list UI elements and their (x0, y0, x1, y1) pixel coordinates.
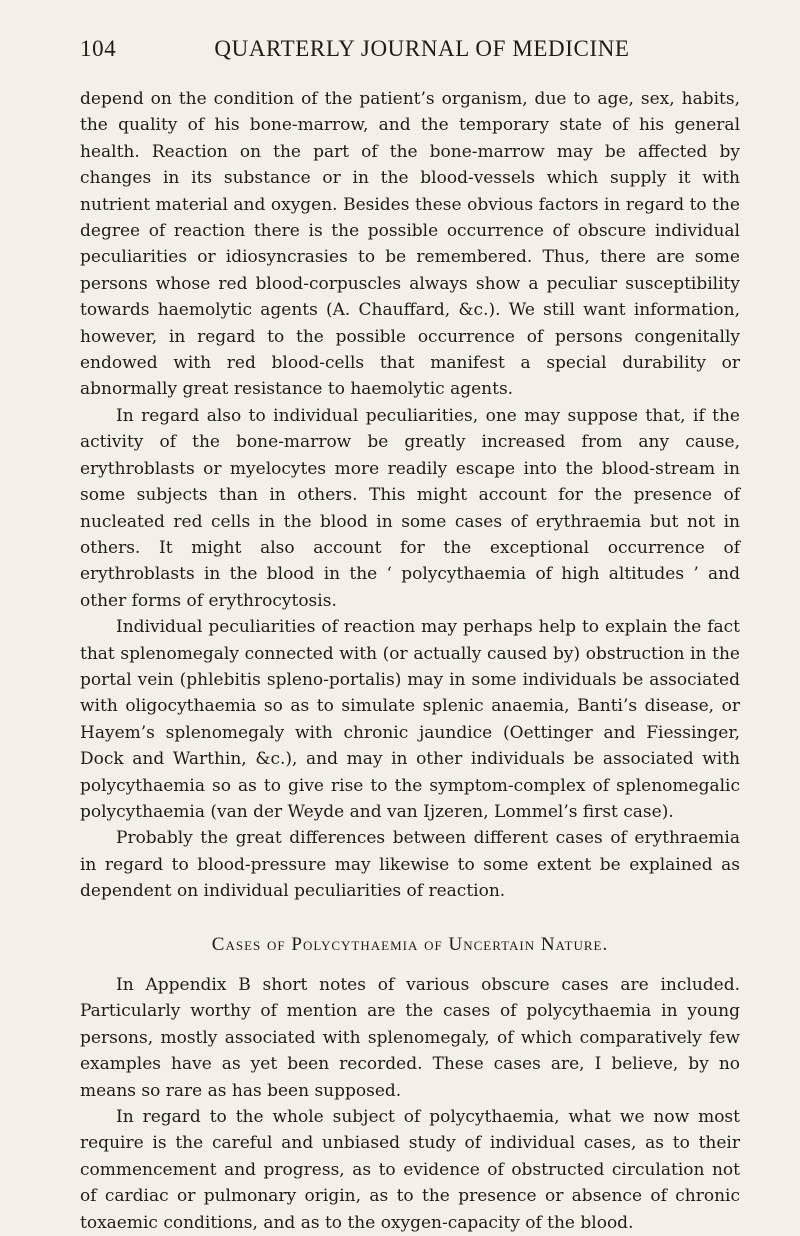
journal-page (80, 36, 740, 1236)
running-head (80, 36, 740, 72)
paragraph-conclusion: In regard to the whole subject of polycythaemia, what we now most require is the careful and unbiased study of individual cases, as to their commencement and progress, as to evidence of obstructed circulation not of cardiac or pulmonary origin, as to the presence or absence of chronic toxaemic conditions, and as to the oxygen-capacity of the blood. (80, 1107, 740, 1233)
article-body (80, 86, 740, 1236)
paragraph-individual-peculiarities: In regard also to individual peculiarities, one may suppose that, if the activity of the bone-marrow be greatly increased from any cause, erythroblasts or myelocytes more readily escape into the blood-stream in some subjects than in others. This might account for the presence of nucleated red cells in the blood in some cases of erythraemia but not in others. It might also account for the exceptional occurrence of erythroblasts in the blood in the ‘ polycythaemia of high altitudes ’ and other forms of erythrocytosis. (80, 405, 740, 611)
paragraph-splenomegaly: Individual peculiarities of reaction may perhaps help to explain the fact that splenomegaly connected with (or actually caused by) obstruction in the portal vein (phlebitis spleno-portalis) may in some individuals be associated with oligocythaemia so as to simulate splenic anaemia, Banti’s disease, or Hayem’s splenomegaly with chronic jaundice (Oettinger and Fiessinger, Dock and Warthin, &c.), and may in other individuals be associated with polycythaemia so as to give rise to the symptom-complex of splenomegalic polycythaemia (van der Weyde and van Ijzeren, Lommel’s first case). (80, 617, 740, 822)
paragraph-appendix-b: In Appendix B short notes of various obscure cases are included. Particularly worthy of mention are the cases of polycythaemia in young persons, mostly associated with splenomegaly, of which comparatively few examples have as yet been recorded. These cases are, I believe, by no means so rare as has been supposed. (80, 975, 740, 1101)
paragraph-blood-pressure: Probably the great differences between different cases of erythraemia in regard to blood-pressure may likewise to some extent be explained as dependent on individual peculiarities of reaction. (80, 828, 740, 902)
page-number: 104 (80, 36, 117, 61)
paragraph-continuation: depend on the condition of the patient’s organism, due to age, sex, habits, the quality of his bone-marrow, and the temporary state of his general health. Reaction on the part of the bone-marrow may be affected by changes in its substance or in the blood-vessels which supply it with nutrient material and oxygen. Besides these obvious factors in regard to the degree of reaction there is the possible occurrence of obscure individual peculiarities or idiosyncrasies to be remembered. Thus, there are some persons whose red blood-corpuscles always show a peculiar susceptibility towards haemolytic agents (A. Chauffard, &c.). We still want information, however, in regard to the possible occurrence of persons congenitally endowed with red blood-cells that manifest a special durability or abnormally great resistance to haemolytic agents. (80, 89, 740, 400)
section-heading: Cases of Polycythaemia of Uncertain Nature. (211, 933, 609, 955)
journal-title: QUARTERLY JOURNAL OF MEDICINE (214, 36, 630, 61)
